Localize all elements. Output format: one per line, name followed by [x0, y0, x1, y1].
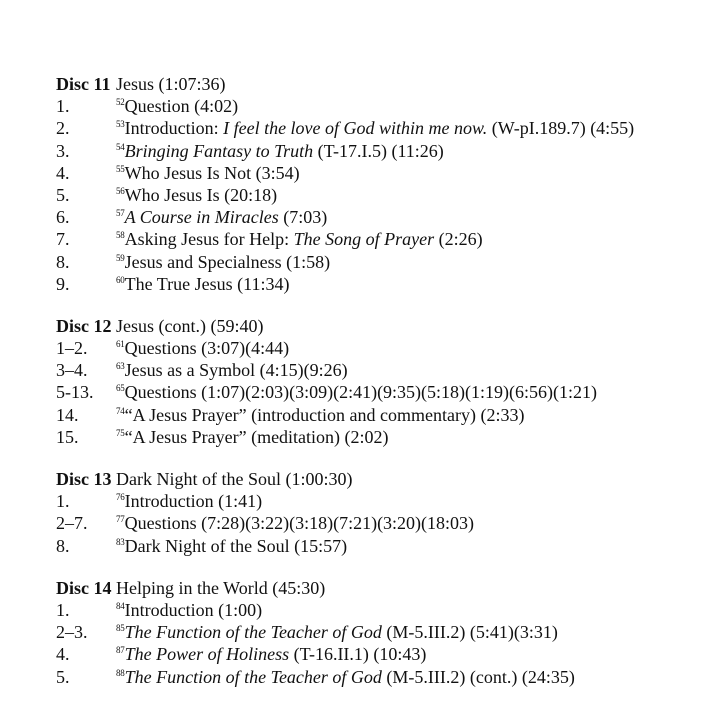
track-title-text: (2:26)	[434, 229, 483, 250]
track-number: 7.	[56, 229, 70, 250]
footnote-ref: 56	[116, 185, 125, 196]
track-row	[56, 273, 706, 295]
track-number: 15.	[56, 426, 79, 447]
track-title-text: Questions (3:07)(4:44)	[124, 338, 290, 359]
track-title-text: (T-17.I.5) (11:26)	[313, 140, 444, 161]
track-row	[56, 490, 706, 512]
footnote-ref: 63	[116, 361, 125, 372]
track-row	[56, 426, 706, 448]
disc-header	[56, 468, 706, 490]
track-number: 8.	[56, 251, 70, 272]
track-title-text: (7:03)	[278, 207, 328, 228]
track-title-italic: The Function of the Teacher of God	[124, 622, 382, 643]
track-title-text: Question (4:02)	[124, 96, 239, 117]
track-title-text: “A Jesus Prayer” (meditation) (2:02)	[124, 426, 389, 447]
footnote-ref: 53	[116, 119, 125, 130]
track-title-italic: The Function of the Teacher of God	[124, 666, 382, 687]
track-title-text: Jesus as a Symbol (4:15)(9:26)	[124, 360, 348, 381]
track-title-text: Jesus and Specialness (1:58)	[124, 251, 331, 272]
track-title-italic: The Power of Holiness	[124, 644, 290, 665]
disc-header	[56, 577, 706, 599]
footnote-ref: 65	[116, 383, 125, 394]
footnote-ref: 58	[116, 230, 125, 241]
footnote-ref: 74	[116, 405, 125, 416]
track-title-italic: The Song of Prayer	[293, 229, 435, 250]
track-number: 3.	[56, 140, 70, 161]
track-row	[56, 162, 706, 184]
track-listing	[56, 73, 706, 708]
track-title-text: Who Jesus Is Not (3:54)	[124, 162, 300, 183]
track-row	[56, 621, 706, 643]
track-number: 4.	[56, 162, 70, 183]
track-title-text: Dark Night of the Soul (15:57)	[124, 535, 348, 556]
track-number: 2–3.	[56, 622, 88, 643]
footnote-ref: 75	[116, 427, 125, 438]
disc-section	[56, 577, 706, 688]
track-number: 2.	[56, 118, 70, 139]
track-row	[56, 666, 706, 688]
track-row	[56, 140, 706, 162]
track-row	[56, 599, 706, 621]
footnote-ref: 54	[116, 141, 125, 152]
track-number: 5.	[56, 666, 70, 687]
footnote-ref: 88	[116, 667, 125, 678]
track-title-text: (M-5.III.2) (cont.) (24:35)	[381, 666, 575, 687]
track-title	[116, 535, 347, 560]
disc-section	[56, 315, 706, 448]
track-title-text: (T-16.II.1) (10:43)	[289, 644, 427, 665]
track-title-text: (W-pI.189.7) (4:55)	[487, 118, 635, 139]
track-number: 6.	[56, 207, 70, 228]
track-title-text: The True Jesus (11:34)	[124, 273, 290, 294]
footnote-ref: 57	[116, 208, 125, 219]
disc-label: Disc 11	[56, 74, 111, 94]
track-title-italic: A Course in Miracles	[124, 207, 279, 228]
track-title-text: Introduction:	[124, 118, 224, 139]
track-title-text: Questions (1:07)(2:03)(3:09)(2:41)(9:35)(5:18)(1:19)(6:56)(1:21)	[124, 382, 598, 403]
footnote-ref: 55	[116, 163, 125, 174]
track-number: 2–7.	[56, 513, 88, 534]
disc-header	[56, 315, 706, 337]
track-row	[56, 512, 706, 534]
track-row	[56, 206, 706, 228]
disc-label: Disc 13	[56, 469, 112, 489]
track-number: 3–4.	[56, 360, 88, 381]
track-title-italic: I feel the love of God within me now.	[223, 118, 488, 139]
footnote-ref: 76	[116, 492, 125, 503]
disc-title: Jesus (1:07:36)	[116, 74, 226, 94]
track-row	[56, 228, 706, 250]
disc-title: Dark Night of the Soul (1:00:30)	[116, 469, 353, 489]
track-number: 1.	[56, 599, 70, 620]
track-title-italic: Bringing Fantasy to Truth	[124, 140, 314, 161]
disc-section	[56, 73, 706, 295]
track-title	[116, 426, 389, 451]
track-row	[56, 184, 706, 206]
track-title-text: Who Jesus Is (20:18)	[124, 184, 278, 205]
footnote-ref: 52	[116, 97, 125, 108]
track-number: 5.	[56, 184, 70, 205]
disc-header	[56, 73, 706, 95]
track-number: 14.	[56, 404, 79, 425]
track-title-text: Questions (7:28)(3:22)(3:18)(7:21)(3:20)(18:03)	[124, 513, 475, 534]
disc-title: Helping in the World (45:30)	[116, 577, 326, 598]
track-title	[116, 273, 289, 298]
disc-label: Disc 14	[56, 577, 112, 598]
footnote-ref: 60	[116, 274, 125, 285]
track-number: 8.	[56, 535, 70, 556]
track-title-text: “A Jesus Prayer” (introduction and commentary) (2:33)	[124, 404, 525, 425]
disc-label: Disc 12	[56, 315, 112, 336]
disc-title: Jesus (cont.) (59:40)	[116, 315, 264, 336]
track-number: 9.	[56, 273, 70, 294]
track-title-text: Introduction (1:00)	[124, 599, 263, 620]
footnote-ref: 85	[116, 623, 125, 634]
track-row	[56, 643, 706, 665]
track-title-text: Introduction (1:41)	[124, 491, 263, 512]
track-row	[56, 95, 706, 117]
disc-section	[56, 468, 706, 557]
track-number: 1.	[56, 96, 70, 117]
track-title-text: Asking Jesus for Help:	[124, 229, 294, 250]
track-number: 5-13.	[56, 382, 94, 403]
track-number: 1.	[56, 491, 70, 512]
track-row	[56, 535, 706, 557]
footnote-ref: 61	[116, 339, 125, 350]
track-number: 1–2.	[56, 338, 88, 359]
track-row	[56, 359, 706, 381]
track-title	[116, 666, 575, 691]
footnote-ref: 87	[116, 645, 125, 656]
track-row	[56, 337, 706, 359]
track-row	[56, 404, 706, 426]
track-row	[56, 251, 706, 273]
footnote-ref: 59	[116, 252, 125, 263]
track-number: 4.	[56, 644, 70, 665]
track-row	[56, 381, 706, 403]
footnote-ref: 77	[116, 514, 125, 525]
footnote-ref: 84	[116, 600, 125, 611]
track-title-text: (M-5.III.2) (5:41)(3:31)	[381, 622, 558, 643]
track-row	[56, 117, 706, 139]
footnote-ref: 83	[116, 536, 125, 547]
